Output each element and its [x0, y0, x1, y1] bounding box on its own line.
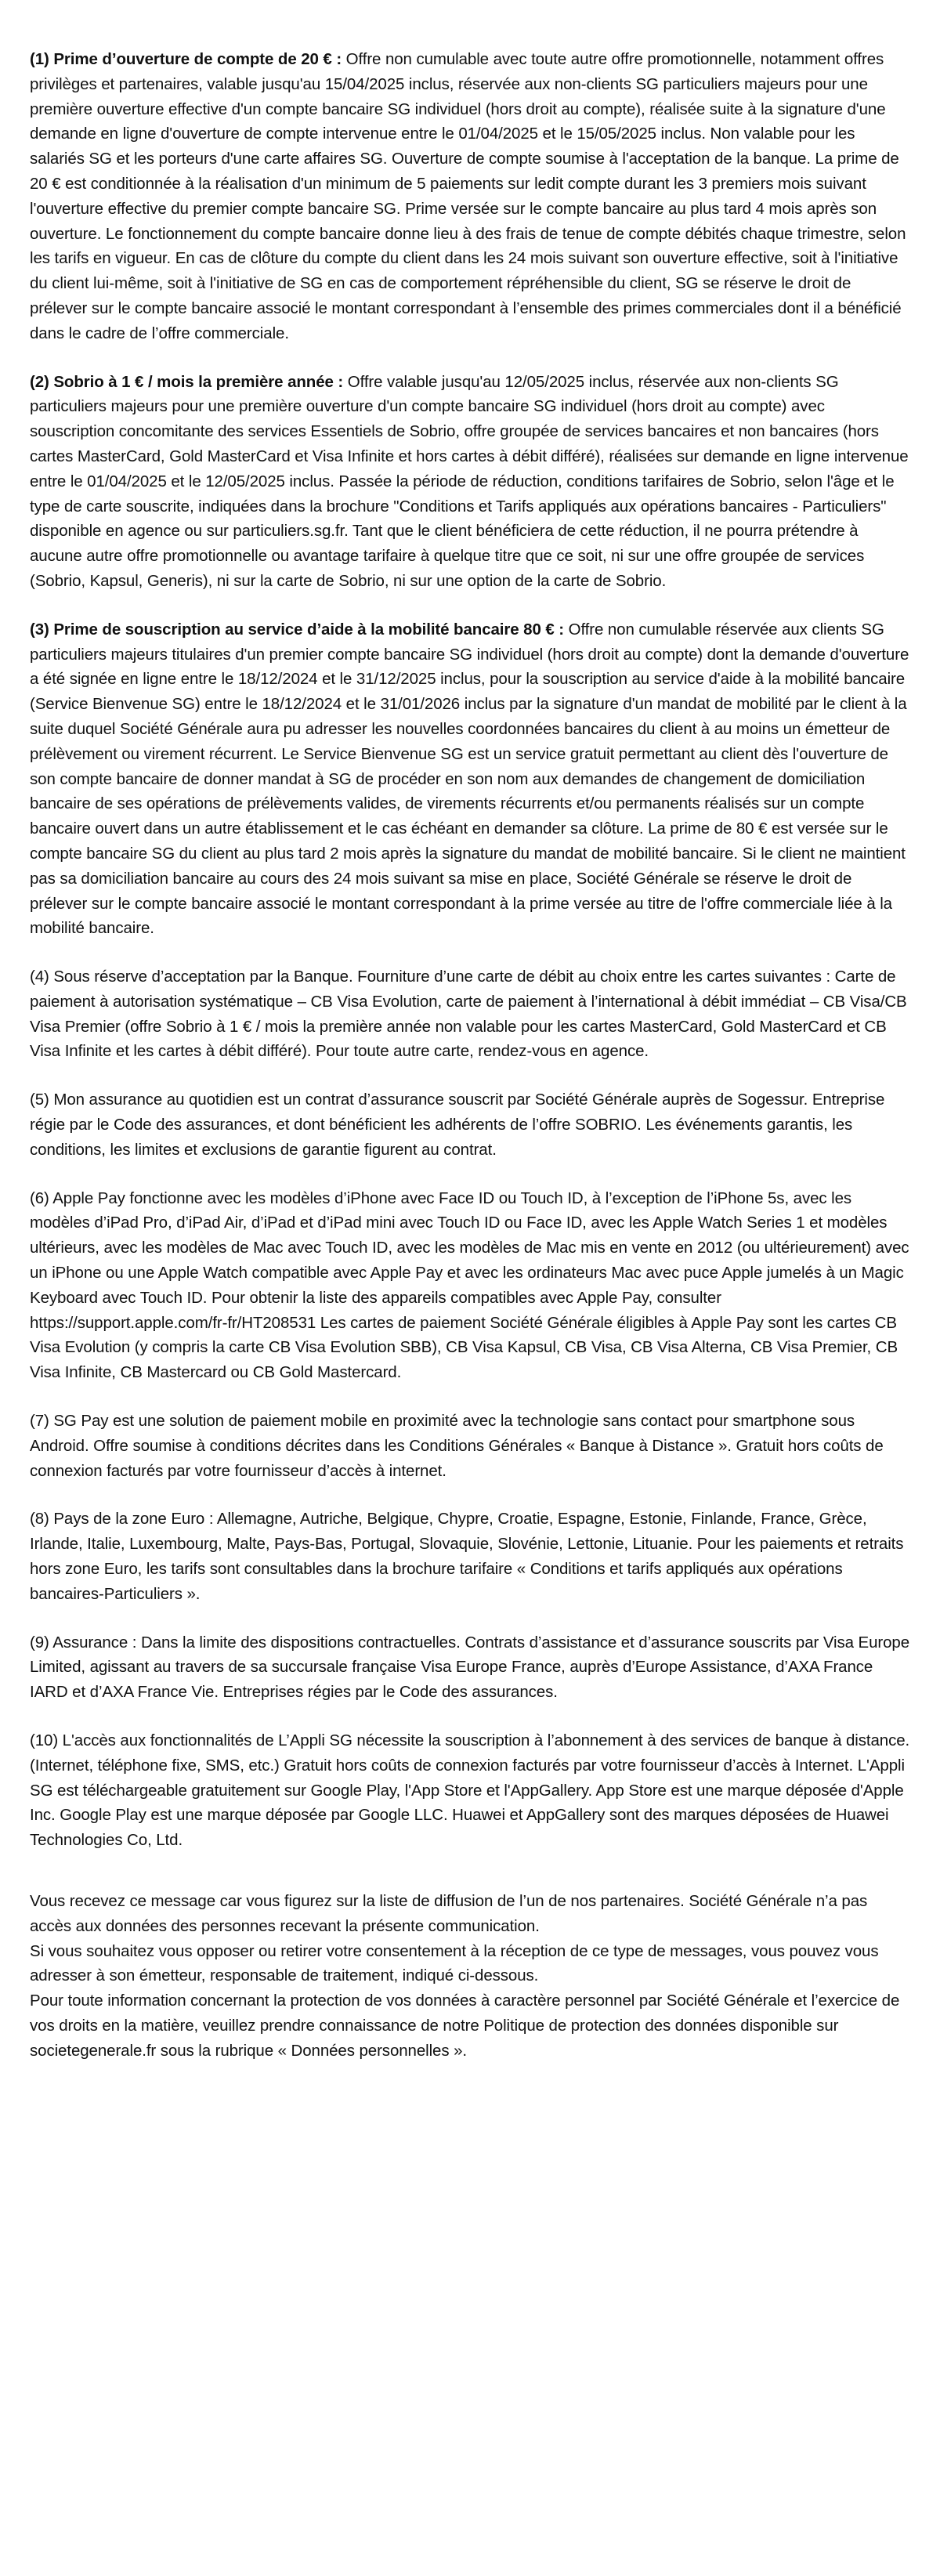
footnote-1-lead: (1) Prime d’ouverture de compte de 20 € :	[30, 50, 342, 68]
privacy-line-3: Pour toute information concernant la protection de vos données à caractère personnel par Société Générale et l’exercice de vos droits en la matière, veuillez prendre connaissance de notre Politique de protection des données disponible sur societegenerale.fr sous la rubrique « Données personnelles ».	[30, 1992, 900, 2060]
footnote-6	[30, 1186, 912, 1385]
footnote-6-body: (6) Apple Pay fonctionne avec les modèles d’iPhone avec Face ID ou Touch ID, à l’exception de l’iPhone 5s, avec les modèles d’iPad Pro, d’iPad Air, d’iPad et d’iPad mini avec Touch ID ou Face ID, avec les Apple Watch Series 1 et modèles ultérieurs, avec les modèles de Mac avec Touch ID, avec les modèles de Mac mis en vente en 2012 (ou ultérieurement) avec un iPhone ou une Apple Watch compatible avec Apple Pay et avec les ordinateurs Mac avec puce Apple jumelés à un Magic Keyboard avec Touch ID. Pour obtenir la liste des appareils compatibles avec Apple Pay, consulter https://support.apple.com/fr-fr/HT208531 Les cartes de paiement Société Générale éligibles à Apple Pay sont les cartes CB Visa Evolution (y compris la carte CB Visa Evolution SBB), CB Visa Kapsul, CB Visa, CB Visa Alterna, CB Visa Premier, CB Visa Infinite, CB Mastercard ou CB Gold Mastercard.	[30, 1189, 909, 1382]
footnote-8-body: (8) Pays de la zone Euro : Allemagne, Autriche, Belgique, Chypre, Croatie, Espagne, Estonie, Finlande, France, Grèce, Irlande, Italie, Luxembourg, Malte, Pays-Bas, Portugal, Slovaquie, Slovénie, Lettonie, Lituanie. Pour les paiements et retraits hors zone Euro, les tarifs sont consultables dans la brochure tarifaire « Conditions et tarifs appliqués aux opérations bancaires-Particuliers ».	[30, 1510, 904, 1603]
privacy-line-2: Si vous souhaitez vous opposer ou retirer votre consentement à la réception de ce type de messages, vous pouvez vous adresser à son émetteur, responsable de traitement, indiqué ci-dessous.	[30, 1941, 879, 1985]
footnote-1	[30, 47, 912, 346]
footnote-4	[30, 964, 912, 1064]
footnote-7-body: (7) SG Pay est une solution de paiement mobile en proximité avec la technologie sans contact pour smartphone sous Android. Offre soumise à conditions décrites dans les Conditions Générales « Banque à Distance ». Gratuit hors coûts de connexion facturés par votre fournisseur d’accès à internet.	[30, 1412, 884, 1480]
footnote-2	[30, 370, 912, 594]
footnote-2-body: Offre valable jusqu'au 12/05/2025 inclus, réservée aux non-clients SG particuliers majeurs pour une première ouverture d'un compte bancaire SG individuel (hors droit au compte) avec souscription concomitante des services Essentiels de Sobrio, offre groupée de services bancaires et non bancaires (hors cartes MasterCard, Gold MasterCard et Visa Infinite et hors cartes à débit différé), réalisées sur demande en ligne intervenue entre le 01/04/2025 et le 12/05/2025 inclus. Passée la période de réduction, conditions tarifaires de Sobrio, selon l'âge et le type de carte souscrite, indiquées dans la brochure "Conditions et Tarifs appliqués aux opérations bancaires - Particuliers" disponible en agence ou sur particuliers.sg.fr. Tant que le client bénéficiera de cette réduction, il ne pourra prétendre à aucune autre offre promotionnelle ou avantage tarifaire à quelque titre que ce soit, ni sur une offre groupée de services (Sobrio, Kapsul, Generis), ni sur la carte de Sobrio, ni sur une option de la carte de Sobrio.	[30, 372, 909, 590]
footnote-9	[30, 1630, 912, 1705]
footnote-3-lead: (3) Prime de souscription au service d’aide à la mobilité bancaire 80 € :	[30, 620, 564, 639]
footnote-3	[30, 617, 912, 941]
footnote-3-body: Offre non cumulable réservée aux clients SG particuliers majeurs titulaires d'un premier compte bancaire SG individuel (hors droit au compte) dont la demande d'ouverture a été signée en ligne entre le 18/12/2024 et le 31/12/2025 inclus, pour la souscription au service d'aide à la mobilité bancaire (Service Bienvenue SG) entre le 18/12/2024 et le 31/01/2026 inclus par la signature d'un mandat de mobilité par le client à la suite duquel Société Générale aura pu adresser les nouvelles coordonnées bancaires du client à au moins un émetteur de prélèvement ou virement récurrent. Le Service Bienvenue SG est un service gratuit permettant au client dès l'ouverture de son compte bancaire de donner mandat à SG de procéder en son nom aux demandes de changement de domiciliation bancaire de ses opérations de prélèvements valides, de virements récurrents et/ou permanents réalisés sur un compte bancaire ouvert dans un autre établissement et le cas échéant en demander sa clôture. La prime de 80 € est versée sur le compte bancaire SG du client au plus tard 2 mois après la signature du mandat de mobilité bancaire. Si le client ne maintient pas sa domiciliation bancaire au cours des 24 mois suivant sa mise en place, Société Générale se réserve le droit de prélever sur le compte bancaire associé le montant correspondant à la prime versée au titre de l'offre commerciale liée à la mobilité bancaire.	[30, 620, 909, 938]
footnote-5-body: (5) Mon assurance au quotidien est un contrat d’assurance souscrit par Société Générale auprès de Sogessur. Entreprise régie par le Code des assurances, et dont bénéficient les adhérents de l’offre SOBRIO. Les événements garantis, les conditions, les limites et exclusions de garantie figurent au contrat.	[30, 1091, 885, 1159]
privacy-notice	[30, 1889, 912, 2064]
privacy-line-1: Vous recevez ce message car vous figurez sur la liste de diffusion de l’un de nos partenaires. Société Générale n’a pas accès aux données des personnes recevant la présente communication.	[30, 1892, 868, 1935]
footnote-5	[30, 1087, 912, 1162]
footnote-8	[30, 1507, 912, 1606]
footnote-10-body: (10) L'accès aux fonctionnalités de L’Appli SG nécessite la souscription à l’abonnement à des services de banque à distance. (Internet, téléphone fixe, SMS, etc.) Gratuit hors coûts de connexion facturés par votre fournisseur d’accès à Internet. L'Appli SG est téléchargeable gratuitement sur Google Play, l'App Store et l'AppGallery. App Store est une marque déposée d'Apple Inc. Google Play est une marque déposée par Google LLC. Huawei et AppGallery sont des marques déposées de Huawei Technologies Co, Ltd.	[30, 1731, 910, 1850]
footnote-2-lead: (2) Sobrio à 1 € / mois la première année :	[30, 372, 344, 391]
footnote-10	[30, 1728, 912, 1853]
footnote-7	[30, 1409, 912, 1483]
footnote-9-body: (9) Assurance : Dans la limite des dispositions contractuelles. Contrats d’assistance et d’assurance souscrits par Visa Europe Limited, agissant au travers de sa succursale française Visa Europe France, auprès d’Europe Assistance, d’AXA France IARD et d’AXA France Vie. Entreprises régies par le Code des assurances.	[30, 1633, 910, 1702]
footnote-4-body: (4) Sous réserve d’acceptation par la Banque. Fourniture d’une carte de débit au choix entre les cartes suivantes : Carte de paiement à autorisation systématique – CB Visa Evolution, carte de paiement à l’international à débit immédiat – CB Visa/CB Visa Premier (offre Sobrio à 1 € / mois la première année non valable pour les cartes MasterCard, Gold MasterCard et CB Visa Infinite et les cartes à débit différé). Pour toute autre carte, rendez-vous en agence.	[30, 968, 907, 1061]
footnote-1-body: Offre non cumulable avec toute autre offre promotionnelle, notamment offres privilèges et partenaires, valable jusqu'au 15/04/2025 inclus, réservée aux non-clients SG particuliers majeurs pour une première ouverture effective d'un compte bancaire SG individuel (hors droit au compte), réalisée suite à la signature d'une demande en ligne d'ouverture de compte intervenue entre le 01/04/2025 et le 15/05/2025 inclus. Non valable pour les salariés SG et les porteurs d'une carte affaires SG. Ouverture de compte soumise à l'acceptation de la banque. La prime de 20 € est conditionnée à la réalisation d'un minimum de 5 paiements sur ledit compte durant les 3 premiers mois suivant l'ouverture effective du premier compte bancaire SG. Prime versée sur le compte bancaire au plus tard 4 mois après son ouverture. Le fonctionnement du compte bancaire donne lieu à des frais de tenue de compte débités chaque trimestre, selon les tarifs en vigueur. En cas de clôture du compte du client dans les 24 mois suivant son ouverture effective, soit à l'initiative du client lui-même, soit à l'initiative de SG en cas de comportement répréhensible du client, SG se réserve le droit de prélever sur le compte bancaire associé le montant correspondant à l’ensemble des primes commerciales dont il a bénéficié dans le cadre de l’offre commerciale.	[30, 50, 906, 342]
